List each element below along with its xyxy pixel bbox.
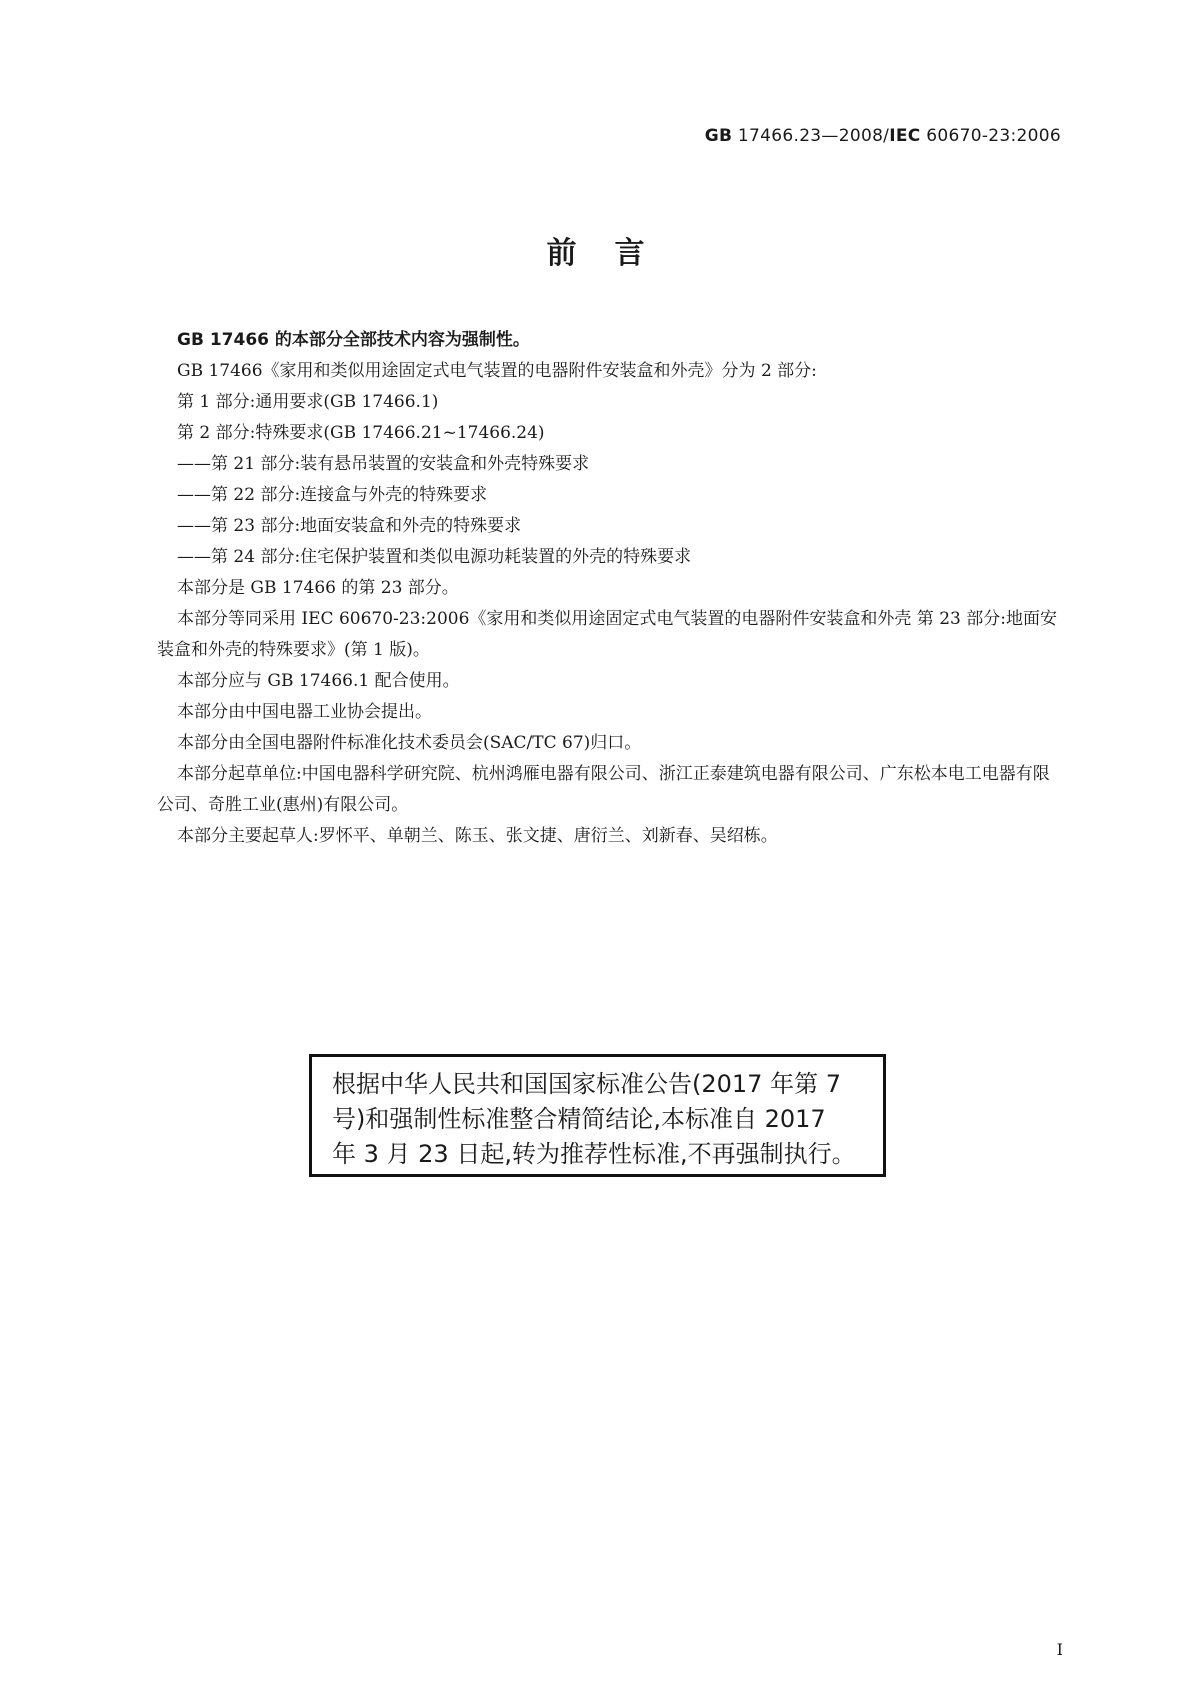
- preface-paragraph: 本部分由全国电器附件标准化技术委员会(SAC/TC 67)归口。: [177, 733, 642, 753]
- standard-code: [705, 126, 1061, 146]
- preface-paragraph: 第 2 部分:特殊要求(GB 17466.21~17466.24): [177, 423, 545, 443]
- preface-paragraph: 本部分应与 GB 17466.1 配合使用。: [177, 671, 460, 691]
- preface-paragraph: 本部分等同采用 IEC 60670-23:2006《家用和类似用途固定式电气装置的电器附件安装盒和外壳 第 23 部分:地面安装盒和外壳的特殊要求》(第 1 版)。: [157, 609, 1057, 660]
- preface-paragraph: ——第 24 部分:住宅保护装置和类似电源功耗装置的外壳的特殊要求: [177, 547, 692, 567]
- notice-line: 根据中华人民共和国国家标准公告(2017 年第 7: [332, 1070, 841, 1098]
- code-suffix: 60670-23:2006: [920, 126, 1061, 146]
- preface-paragraph: ——第 22 部分:连接盒与外壳的特殊要求: [177, 485, 488, 505]
- notice-box: [309, 1054, 886, 1177]
- code-main: 17466.23—2008/: [732, 126, 890, 146]
- preface-paragraph: ——第 23 部分:地面安装盒和外壳的特殊要求: [177, 516, 522, 536]
- code-iec: IEC: [889, 126, 921, 146]
- preface-paragraph: GB 17466《家用和类似用途固定式电气装置的电器附件安装盒和外壳》分为 2 部分:: [177, 361, 817, 381]
- preface-paragraph: GB 17466 的本部分全部技术内容为强制性。: [177, 330, 530, 350]
- page-number: I: [1056, 1640, 1063, 1659]
- code-prefix: GB: [704, 126, 733, 146]
- preface-paragraph: 本部分主要起草人:罗怀平、单朝兰、陈玉、张文捷、唐衍兰、刘新春、吴绍栋。: [177, 826, 778, 846]
- page-title: 前言: [546, 236, 683, 271]
- preface-paragraph: 第 1 部分:通用要求(GB 17466.1): [177, 392, 439, 412]
- preface-paragraph: ——第 21 部分:装有悬吊装置的安装盒和外壳特殊要求: [177, 454, 590, 474]
- preface-paragraph: 本部分是 GB 17466 的第 23 部分。: [177, 578, 459, 598]
- preface-paragraph: 本部分起草单位:中国电器科学研究院、杭州鸿雁电器有限公司、浙江正泰建筑电器有限公司、广东松本电工电器有限公司、奇胜工业(惠州)有限公司。: [157, 764, 1050, 815]
- preface-paragraph: 本部分由中国电器工业协会提出。: [177, 702, 432, 722]
- notice-line: 号)和强制性标准整合精简结论,本标准自 2017: [332, 1105, 826, 1133]
- notice-line: 年 3 月 23 日起,转为推荐性标准,不再强制执行。: [332, 1140, 856, 1168]
- preface-body: [157, 325, 1063, 852]
